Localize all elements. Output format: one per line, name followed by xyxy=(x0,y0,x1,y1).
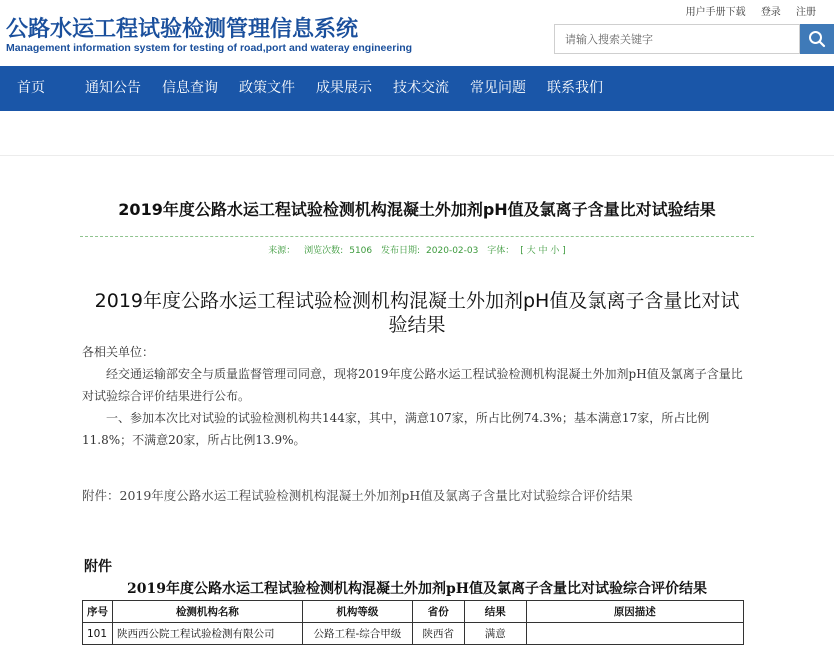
annex-table-title: 2019年度公路水运工程试验检测机构混凝土外加剂pH值及氯离子含量比对试验综合评价结果 xyxy=(127,581,707,597)
manual-download-link[interactable]: 用户手册下载 xyxy=(685,7,746,18)
nav-info-query[interactable]: 信息查询 xyxy=(162,80,218,96)
nav-contact[interactable]: 联系我们 xyxy=(547,80,603,96)
body-title: 2019年度公路水运工程试验检测机构混凝土外加剂pH值及氯离子含量比对试验结果 xyxy=(94,290,740,336)
attachment-link[interactable]: 附件：2019年度公路水运工程试验检测机构混凝土外加剂pH值及氯离子含量比对试验综合评价结果 xyxy=(82,488,633,503)
col-header-province: 省份 xyxy=(412,601,464,623)
cell-reason xyxy=(526,623,743,645)
top-links xyxy=(674,3,816,18)
meta-views: 5106 xyxy=(349,246,373,256)
meta-source: 来源： xyxy=(268,246,296,256)
article-meta xyxy=(0,243,834,256)
nav-home[interactable]: 首页 xyxy=(17,80,45,96)
table-row xyxy=(83,623,744,645)
search-input[interactable] xyxy=(554,24,800,54)
search-icon xyxy=(808,30,826,48)
nav-policy[interactable]: 政策文件 xyxy=(239,80,295,96)
nav-tech-exchange[interactable]: 技术交流 xyxy=(393,80,449,96)
annex-heading: 附件 xyxy=(84,559,112,575)
col-header-org: 检测机构名称 xyxy=(113,601,303,623)
meta-views-label: 浏览次数: xyxy=(304,246,344,256)
table-header-row xyxy=(83,601,744,623)
search-button[interactable] xyxy=(800,24,834,54)
meta-date: 2020-02-03 xyxy=(426,246,479,256)
site-title: 公路水运工程试验检测管理信息系统 xyxy=(6,17,359,42)
cell-grade: 公路工程-综合甲级 xyxy=(302,623,412,645)
nav-faq[interactable]: 常见问题 xyxy=(470,80,526,96)
salutation: 各相关单位： xyxy=(82,345,155,359)
register-link[interactable]: 注册 xyxy=(796,7,816,18)
login-link[interactable]: 登录 xyxy=(760,7,781,18)
main-nav xyxy=(0,66,834,111)
site-subtitle: Management information system for testing of road,port and wateray engineering xyxy=(6,42,413,54)
cell-result: 满意 xyxy=(464,623,526,645)
header xyxy=(0,0,834,66)
nav-notices[interactable]: 通知公告 xyxy=(85,80,141,96)
col-header-result: 结果 xyxy=(464,601,526,623)
cell-province: 陕西省 xyxy=(412,623,464,645)
article-title: 2019年度公路水运工程试验检测机构混凝土外加剂pH值及氯离子含量比对试验结果 xyxy=(118,200,716,219)
col-header-reason: 原因描述 xyxy=(526,601,743,623)
meta-font-label: 字体： xyxy=(487,246,515,256)
results-table xyxy=(82,600,744,645)
title-divider xyxy=(80,236,754,237)
divider xyxy=(0,155,834,156)
cell-org: 陕西西公院工程试验检测有限公司 xyxy=(113,623,303,645)
paragraph-2: 一、参加本次比对试验的试验检测机构共144家，其中，满意107家，所占比例74.3%；基本满意17家，所占比例11.8%；不满意20家，所占比例13.9%。 xyxy=(82,411,710,447)
nav-achievements[interactable]: 成果展示 xyxy=(316,80,372,96)
cell-index: 101 xyxy=(83,623,113,645)
font-size-switch[interactable]: [ 大 中 小 ] xyxy=(520,246,566,256)
col-header-index: 序号 xyxy=(83,601,113,623)
col-header-grade: 机构等级 xyxy=(302,601,412,623)
paragraph-1: 经交通运输部安全与质量监督管理司同意，现将2019年度公路水运工程试验检测机构混凝土外加剂pH值及氯离子含量比对试验综合评价结果进行公布。 xyxy=(82,367,743,403)
meta-date-label: 发布日期: xyxy=(381,246,421,256)
